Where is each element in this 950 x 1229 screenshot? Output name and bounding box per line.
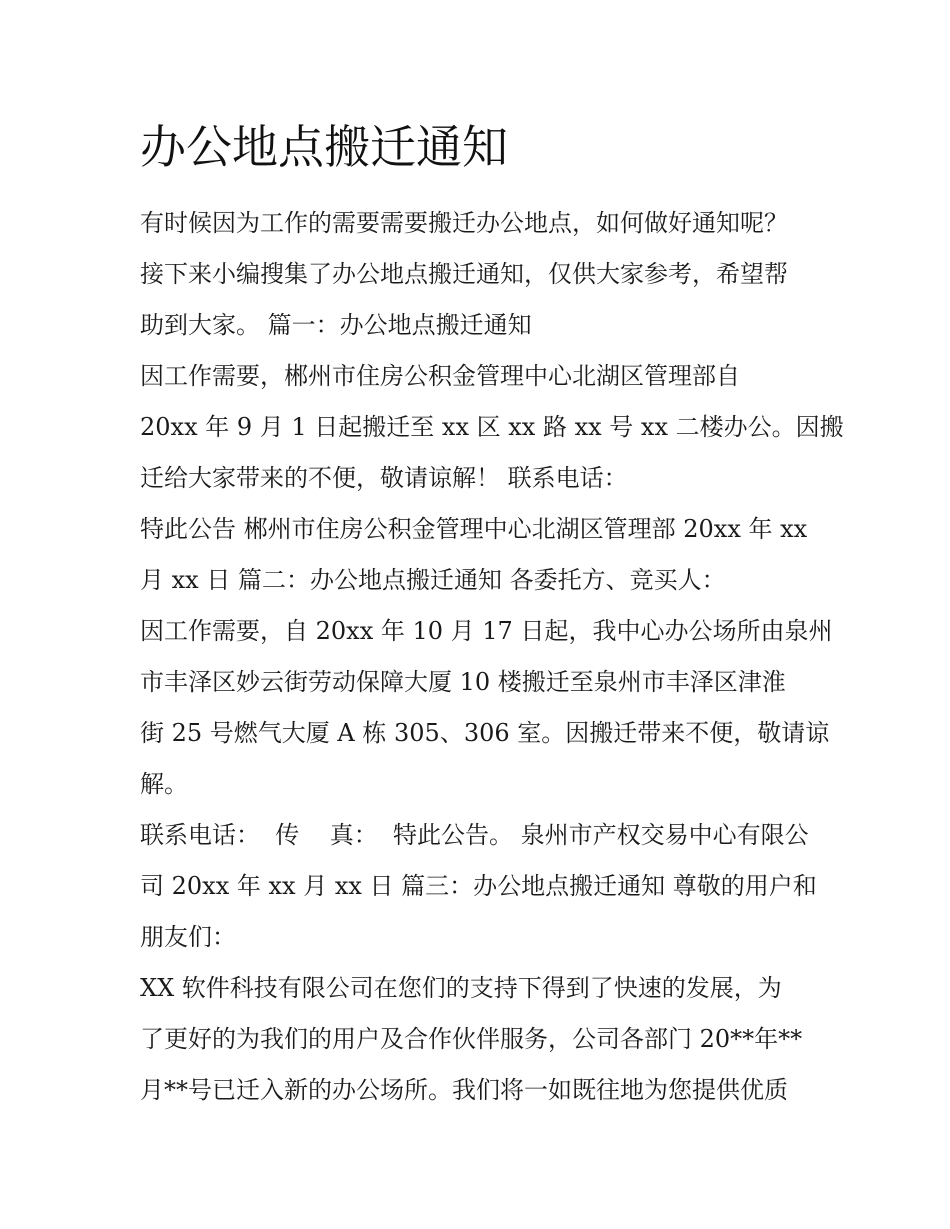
- text-line: 月**号已迁入新的办公场所。我们将一如既往地为您提供优质: [140, 1076, 788, 1104]
- text-line: 街 25 号燃气大厦 A 栋 305、306 室。因搬迁带来不便，敬请谅: [140, 719, 830, 747]
- text-line: 月 xx 日 篇二：办公地点搬迁通知 各委托方、竞买人：: [140, 566, 726, 594]
- text-line: 接下来小编搜集了办公地点搬迁通知，仅供大家参考，希望帮: [140, 260, 788, 288]
- page-title: 办公地点搬迁通知: [140, 120, 508, 174]
- document-body: [140, 203, 844, 1121]
- text-line: 市丰泽区妙云街劳动保障大厦 10 楼搬迁至泉州市丰泽区津淮: [140, 668, 786, 696]
- text-line: 因工作需要，自 20xx 年 10 月 17 日起，我中心办公场所由泉州: [140, 617, 833, 645]
- text-line: 联系电话： 传 真： 特此公告。 泉州市产权交易中心有限公: [140, 821, 809, 849]
- text-line: 助到大家。 篇一：办公地点搬迁通知: [140, 311, 532, 339]
- text-line: 朋友们：: [140, 923, 236, 951]
- text-line: 因工作需要，郴州市住房公积金管理中心北湖区管理部自: [140, 362, 740, 390]
- text-line: 20xx 年 9 月 1 日起搬迁至 xx 区 xx 路 xx 号 xx 二楼办公。因搬: [140, 413, 844, 441]
- text-line: 司 20xx 年 xx 月 xx 日 篇三：办公地点搬迁通知 尊敬的用户和: [140, 872, 817, 900]
- text-line: 特此公告 郴州市住房公积金管理中心北湖区管理部 20xx 年 xx: [140, 515, 808, 543]
- text-line: 有时候因为工作的需要需要搬迁办公地点，如何做好通知呢？: [140, 209, 788, 237]
- text-line: 解。: [140, 770, 188, 798]
- text-line: XX 软件科技有限公司在您们的支持下得到了快速的发展，为: [140, 974, 782, 1002]
- text-line: 迁给大家带来的不便，敬请谅解！ 联系电话：: [140, 464, 628, 492]
- text-line: 了更好的为我们的用户及合作伙伴服务，公司各部门 20**年**: [140, 1025, 803, 1053]
